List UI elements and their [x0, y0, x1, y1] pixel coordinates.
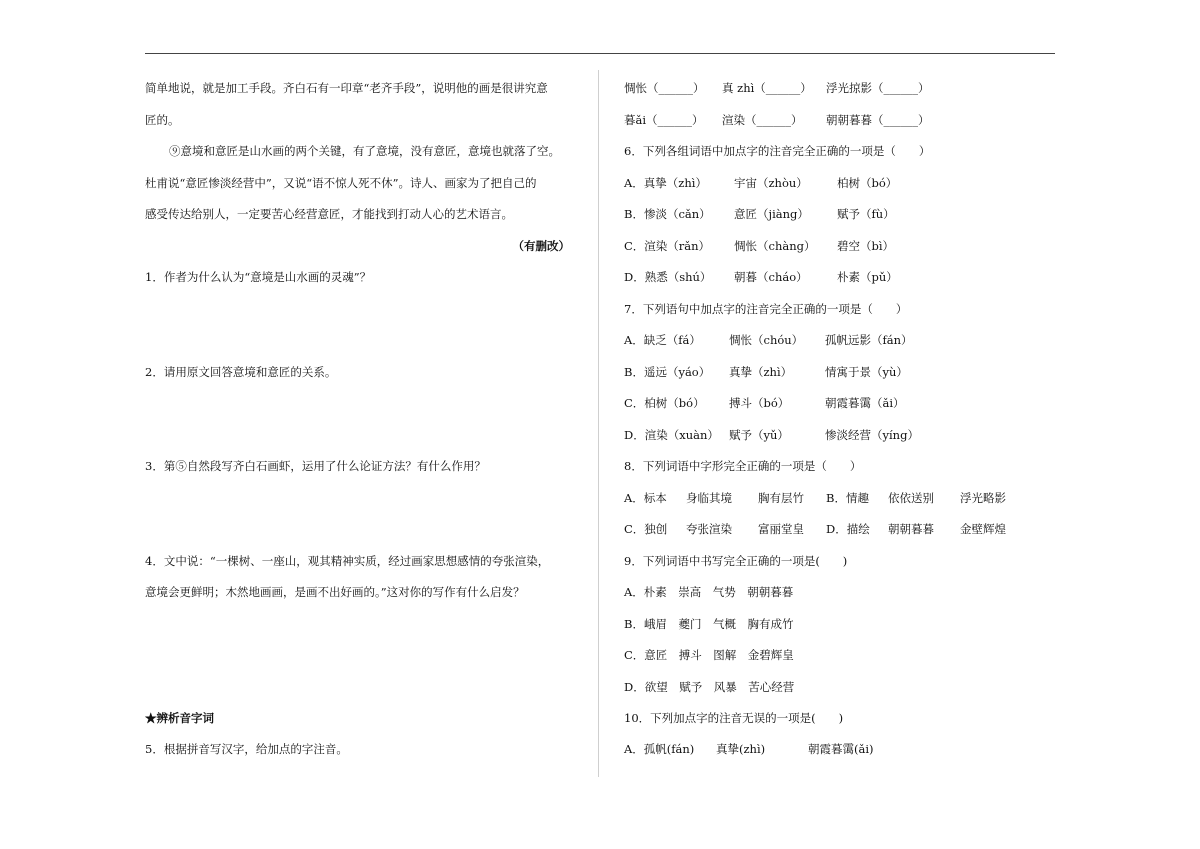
blank-row: 暮ǎi（______） 渲染（______） 朝朝暮暮（______）: [624, 113, 930, 127]
passage-line: 简单地说，就是加工手段。齐白石有一印章“老齐手段”，说明他的画是很讲究意: [145, 81, 548, 95]
question-5: 5．根据拼音写汉字，给加点的字注音。: [145, 742, 348, 756]
option-c: C．渲染（rǎn） 惆怅（chàng） 碧空（bì）: [624, 239, 895, 253]
passage-line: 匠的。: [145, 113, 180, 127]
option-a: A．朴素 崇高 气势 朝朝暮暮: [624, 585, 794, 599]
passage-line: ⑨意境和意匠是山水画的两个关键，有了意境，没有意匠，意境也就落了空。: [169, 144, 560, 158]
question-10: 10．下列加点字的注音无误的一项是( ): [624, 711, 844, 725]
question-2: 2．请用原文回答意境和意匠的关系。: [145, 365, 337, 379]
option-cd: C．独创 夸张渲染 富丽堂皇 D．描绘 朝朝暮暮 金壁辉煌: [624, 522, 1006, 536]
option-c: C．柏树（bó） 搏斗（bó） 朝霞暮霭（ǎi）: [624, 396, 905, 410]
question-1: 1．作者为什么认为“意境是山水画的灵魂”？: [145, 270, 372, 284]
question-8: 8．下列词语中字形完全正确的一项是（ ）: [624, 459, 862, 473]
section-heading: ★辨析音字词: [145, 711, 214, 725]
question-9: 9．下列词语中书写完全正确的一项是( ): [624, 554, 848, 568]
source-note: （有删改）: [512, 239, 570, 253]
option-a: A．孤帆(fán) 真挚(zhì) 朝霞暮霭(ǎi): [624, 742, 874, 756]
question-7: 7．下列语句中加点字的注音完全正确的一项是（ ）: [624, 302, 908, 316]
column-divider: [598, 70, 599, 777]
option-ab: A．标本 身临其境 胸有层竹 B．情趣 依依送别 浮光略影: [624, 491, 1006, 505]
option-a: A．真挚（zhì） 宇宙（zhòu） 柏树（bó）: [624, 176, 898, 190]
question-6: 6．下列各组词语中加点字的注音完全正确的一项是（ ）: [624, 144, 931, 158]
blank-row: 惆怅（______） 真 zhì（______） 浮光掠影（______）: [624, 81, 930, 95]
option-b: B．惨淡（cǎn） 意匠（jiàng） 赋予（fù）: [624, 207, 895, 221]
option-d: D．熟悉（shú） 朝暮（cháo） 朴素（pǔ）: [624, 270, 898, 284]
option-d: D．渲染（xuàn） 赋予（yǔ） 惨淡经营（yíng）: [624, 428, 919, 442]
option-c: C．意匠 搏斗 图解 金碧辉皇: [624, 648, 794, 662]
passage-line: 感受传达给别人，一定要苦心经营意匠，才能找到打动人心的艺术语言。: [145, 207, 513, 221]
question-4: 4．文中说：“一棵树、一座山，观其精神实质，经过画家思想感情的夸张渲染，: [145, 554, 550, 568]
question-3: 3．第⑤自然段写齐白石画虾，运用了什么论证方法？有什么作用？: [145, 459, 486, 473]
option-a: A．缺乏（fá） 惆怅（chóu） 孤帆远影（fán）: [624, 333, 913, 347]
option-d: D．欲望 赋予 风暴 苦心经营: [624, 680, 795, 694]
question-4-cont: 意境会更鲜明；木然地画画，是画不出好画的。”这对你的写作有什么启发？: [145, 585, 525, 599]
option-b: B．峨眉 夔门 气概 胸有成竹: [624, 617, 794, 631]
option-b: B．遥远（yáo） 真挚（zhì） 情寓于景（yù）: [624, 365, 908, 379]
header-rule: [145, 53, 1055, 54]
passage-line: 杜甫说“意匠惨淡经营中”，又说“语不惊人死不休”。诗人、画家为了把自己的: [145, 176, 537, 190]
